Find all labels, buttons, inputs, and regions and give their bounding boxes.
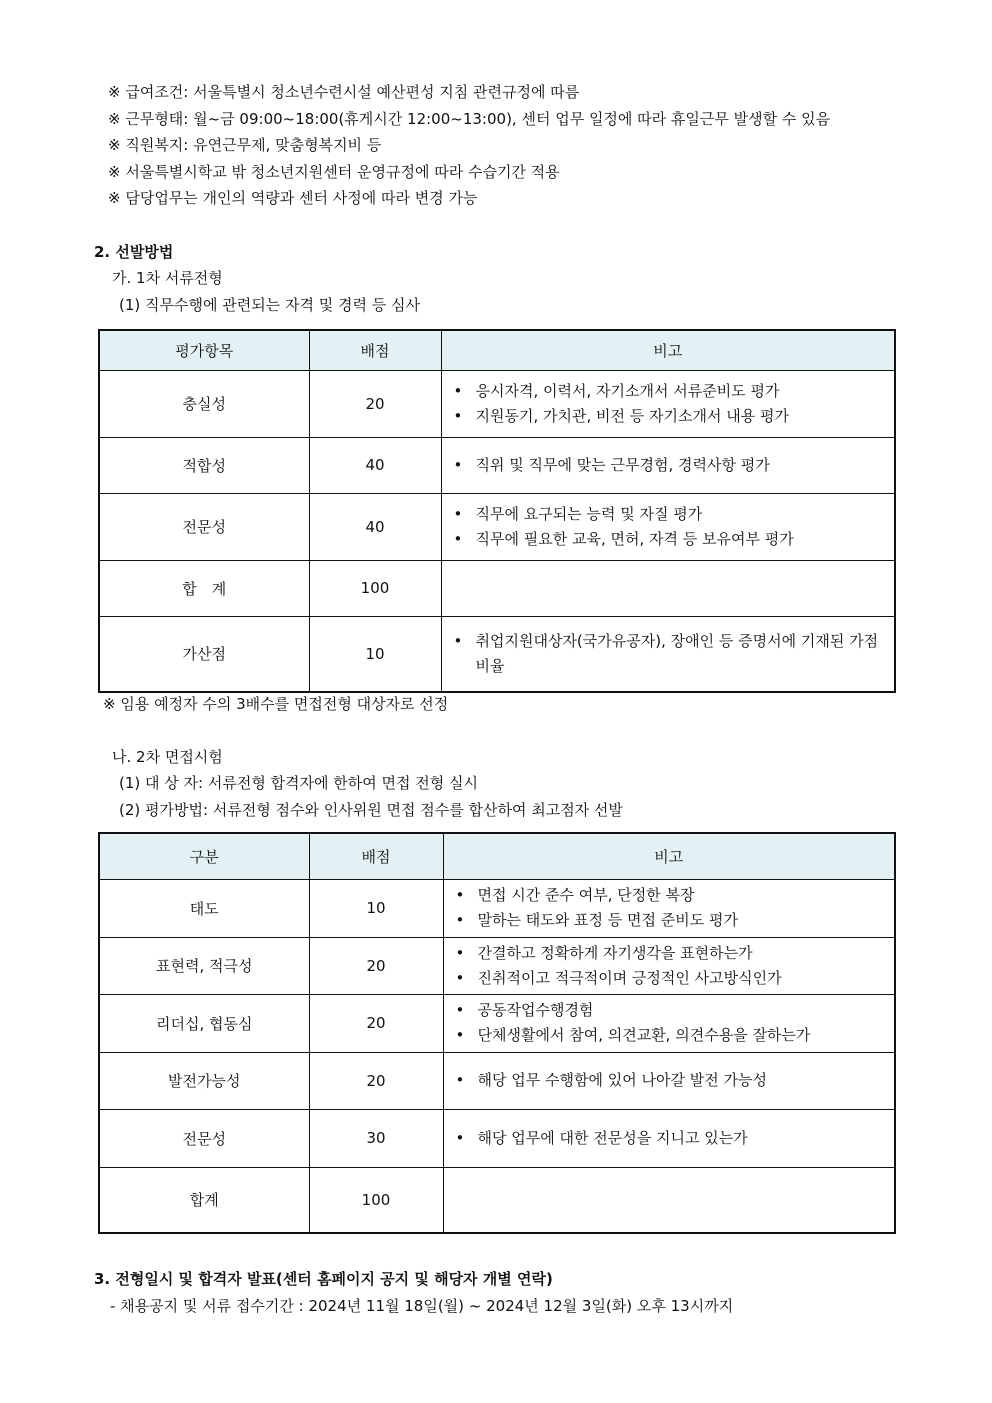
row-score: 20: [309, 937, 443, 994]
remark-item: • 지원동기, 가치관, 비전 등 자기소개서 내용 평가: [452, 404, 887, 429]
table-row: [99, 879, 895, 937]
step1-note: ※ 임용 예정자 수의 3배수를 면접전형 대상자로 선정: [103, 695, 449, 713]
row-score: 40: [309, 437, 441, 493]
document-screening-table: [98, 329, 896, 693]
row-remarks: [441, 493, 895, 560]
table-row: [99, 937, 895, 994]
row-item: 적합성: [99, 437, 309, 493]
note-welfare: ※ 직원복지: 유연근무제, 맞춤형복지비 등: [108, 136, 382, 154]
step2-item2: (2) 평가방법: 서류전형 점수와 인사위원 면접 점수를 합산하여 최고점자 선발: [119, 801, 623, 819]
remark-item: • 직무에 요구되는 능력 및 자질 평가: [452, 502, 887, 527]
section3-line1: - 채용공지 및 서류 접수기간 : 2024년 11월 18일(월) ~ 2024년 12월 3일(화) 오후 13시까지: [110, 1297, 734, 1315]
header-score: 배점: [309, 833, 443, 879]
table-row: [99, 994, 895, 1052]
table-row: [99, 1052, 895, 1109]
row-item: 합 계: [99, 560, 309, 616]
remark-item: • 직위 및 직무에 맞는 근무경험, 경력사항 평가: [452, 453, 887, 478]
row-remarks: [443, 994, 895, 1052]
remark-item: • 말하는 태도와 표정 등 면접 준비도 평가: [454, 908, 887, 933]
section2-title: 2. 선발방법: [94, 243, 174, 261]
remark-item: • 면접 시간 준수 여부, 단정한 복장: [454, 883, 887, 908]
note-work-type: ※ 근무형태: 월~금 09:00~18:00(휴게시간 12:00~13:00), 센터 업무 일정에 따라 휴일근무 발생할 수 있음: [108, 110, 831, 128]
remark-item: • 직무에 필요한 교육, 면허, 자격 등 보유여부 평가: [452, 527, 887, 552]
row-remarks: [443, 879, 895, 937]
note-salary: ※ 급여조건: 서울특별시 청소년수련시설 예산편성 지침 관련규정에 따름: [108, 83, 580, 101]
header-category: 구분: [99, 833, 309, 879]
row-item: 가산점: [99, 616, 309, 692]
table-row: [99, 1167, 895, 1233]
row-score: 20: [309, 994, 443, 1052]
row-item: 충실성: [99, 370, 309, 437]
row-item: 전문성: [99, 493, 309, 560]
header-remarks: 비고: [443, 833, 895, 879]
row-remarks: [441, 560, 895, 616]
section3-title: 3. 전형일시 및 합격자 발표(센터 홈페이지 공지 및 해당자 개별 연락): [94, 1270, 553, 1288]
step1-title: 가. 1차 서류전형: [112, 269, 223, 287]
remark-item: • 해당 업무 수행함에 있어 나아갈 발전 가능성: [454, 1068, 887, 1093]
table-header-row: [99, 330, 895, 370]
row-item: 태도: [99, 879, 309, 937]
row-remarks: [441, 437, 895, 493]
table-row: [99, 370, 895, 437]
remark-item: • 해당 업무에 대한 전문성을 지니고 있는가: [454, 1126, 887, 1151]
row-item: 전문성: [99, 1109, 309, 1167]
header-score: 배점: [309, 330, 441, 370]
header-remarks: 비고: [441, 330, 895, 370]
row-score: 100: [309, 560, 441, 616]
row-remarks: [443, 1167, 895, 1233]
row-remarks: [441, 370, 895, 437]
remark-item: • 단체생활에서 참여, 의견교환, 의견수용을 잘하는가: [454, 1023, 887, 1048]
row-remarks: [443, 937, 895, 994]
header-item: 평가항목: [99, 330, 309, 370]
table-row: [99, 560, 895, 616]
table-row: [99, 616, 895, 692]
row-item: 합계: [99, 1167, 309, 1233]
row-item: 발전가능성: [99, 1052, 309, 1109]
table-header-row: [99, 833, 895, 879]
row-item: 리더십, 협동심: [99, 994, 309, 1052]
row-score: 20: [309, 370, 441, 437]
step1-item1: (1) 직무수행에 관련되는 자격 및 경력 등 심사: [119, 296, 420, 314]
remark-item: • 진취적이고 적극적이며 긍정적인 사고방식인가: [454, 966, 887, 991]
remark-item: • 공동작업수행경험: [454, 998, 887, 1023]
interview-table: [98, 832, 896, 1234]
row-score: 20: [309, 1052, 443, 1109]
row-score: 30: [309, 1109, 443, 1167]
note-probation: ※ 서울특별시학교 밖 청소년지원센터 운영규정에 따라 수습기간 적용: [108, 163, 560, 181]
row-remarks: [441, 616, 895, 692]
row-remarks: [443, 1052, 895, 1109]
step2-title: 나. 2차 면접시험: [112, 748, 223, 766]
row-remarks: [443, 1109, 895, 1167]
note-duty-change: ※ 담당업무는 개인의 역량과 센터 사정에 따라 변경 가능: [108, 189, 478, 207]
row-score: 100: [309, 1167, 443, 1233]
row-score: 10: [309, 879, 443, 937]
row-score: 40: [309, 493, 441, 560]
remark-item: • 취업지원대상자(국가유공자), 장애인 등 증명서에 기재된 가점 비율: [452, 629, 887, 679]
remark-item: • 간결하고 정확하게 자기생각을 표현하는가: [454, 941, 887, 966]
remark-item: • 응시자격, 이력서, 자기소개서 서류준비도 평가: [452, 379, 887, 404]
step2-item1: (1) 대 상 자: 서류전형 합격자에 한하여 면접 전형 실시: [119, 774, 479, 792]
table-row: [99, 1109, 895, 1167]
row-score: 10: [309, 616, 441, 692]
row-item: 표현력, 적극성: [99, 937, 309, 994]
table-row: [99, 493, 895, 560]
table-row: [99, 437, 895, 493]
